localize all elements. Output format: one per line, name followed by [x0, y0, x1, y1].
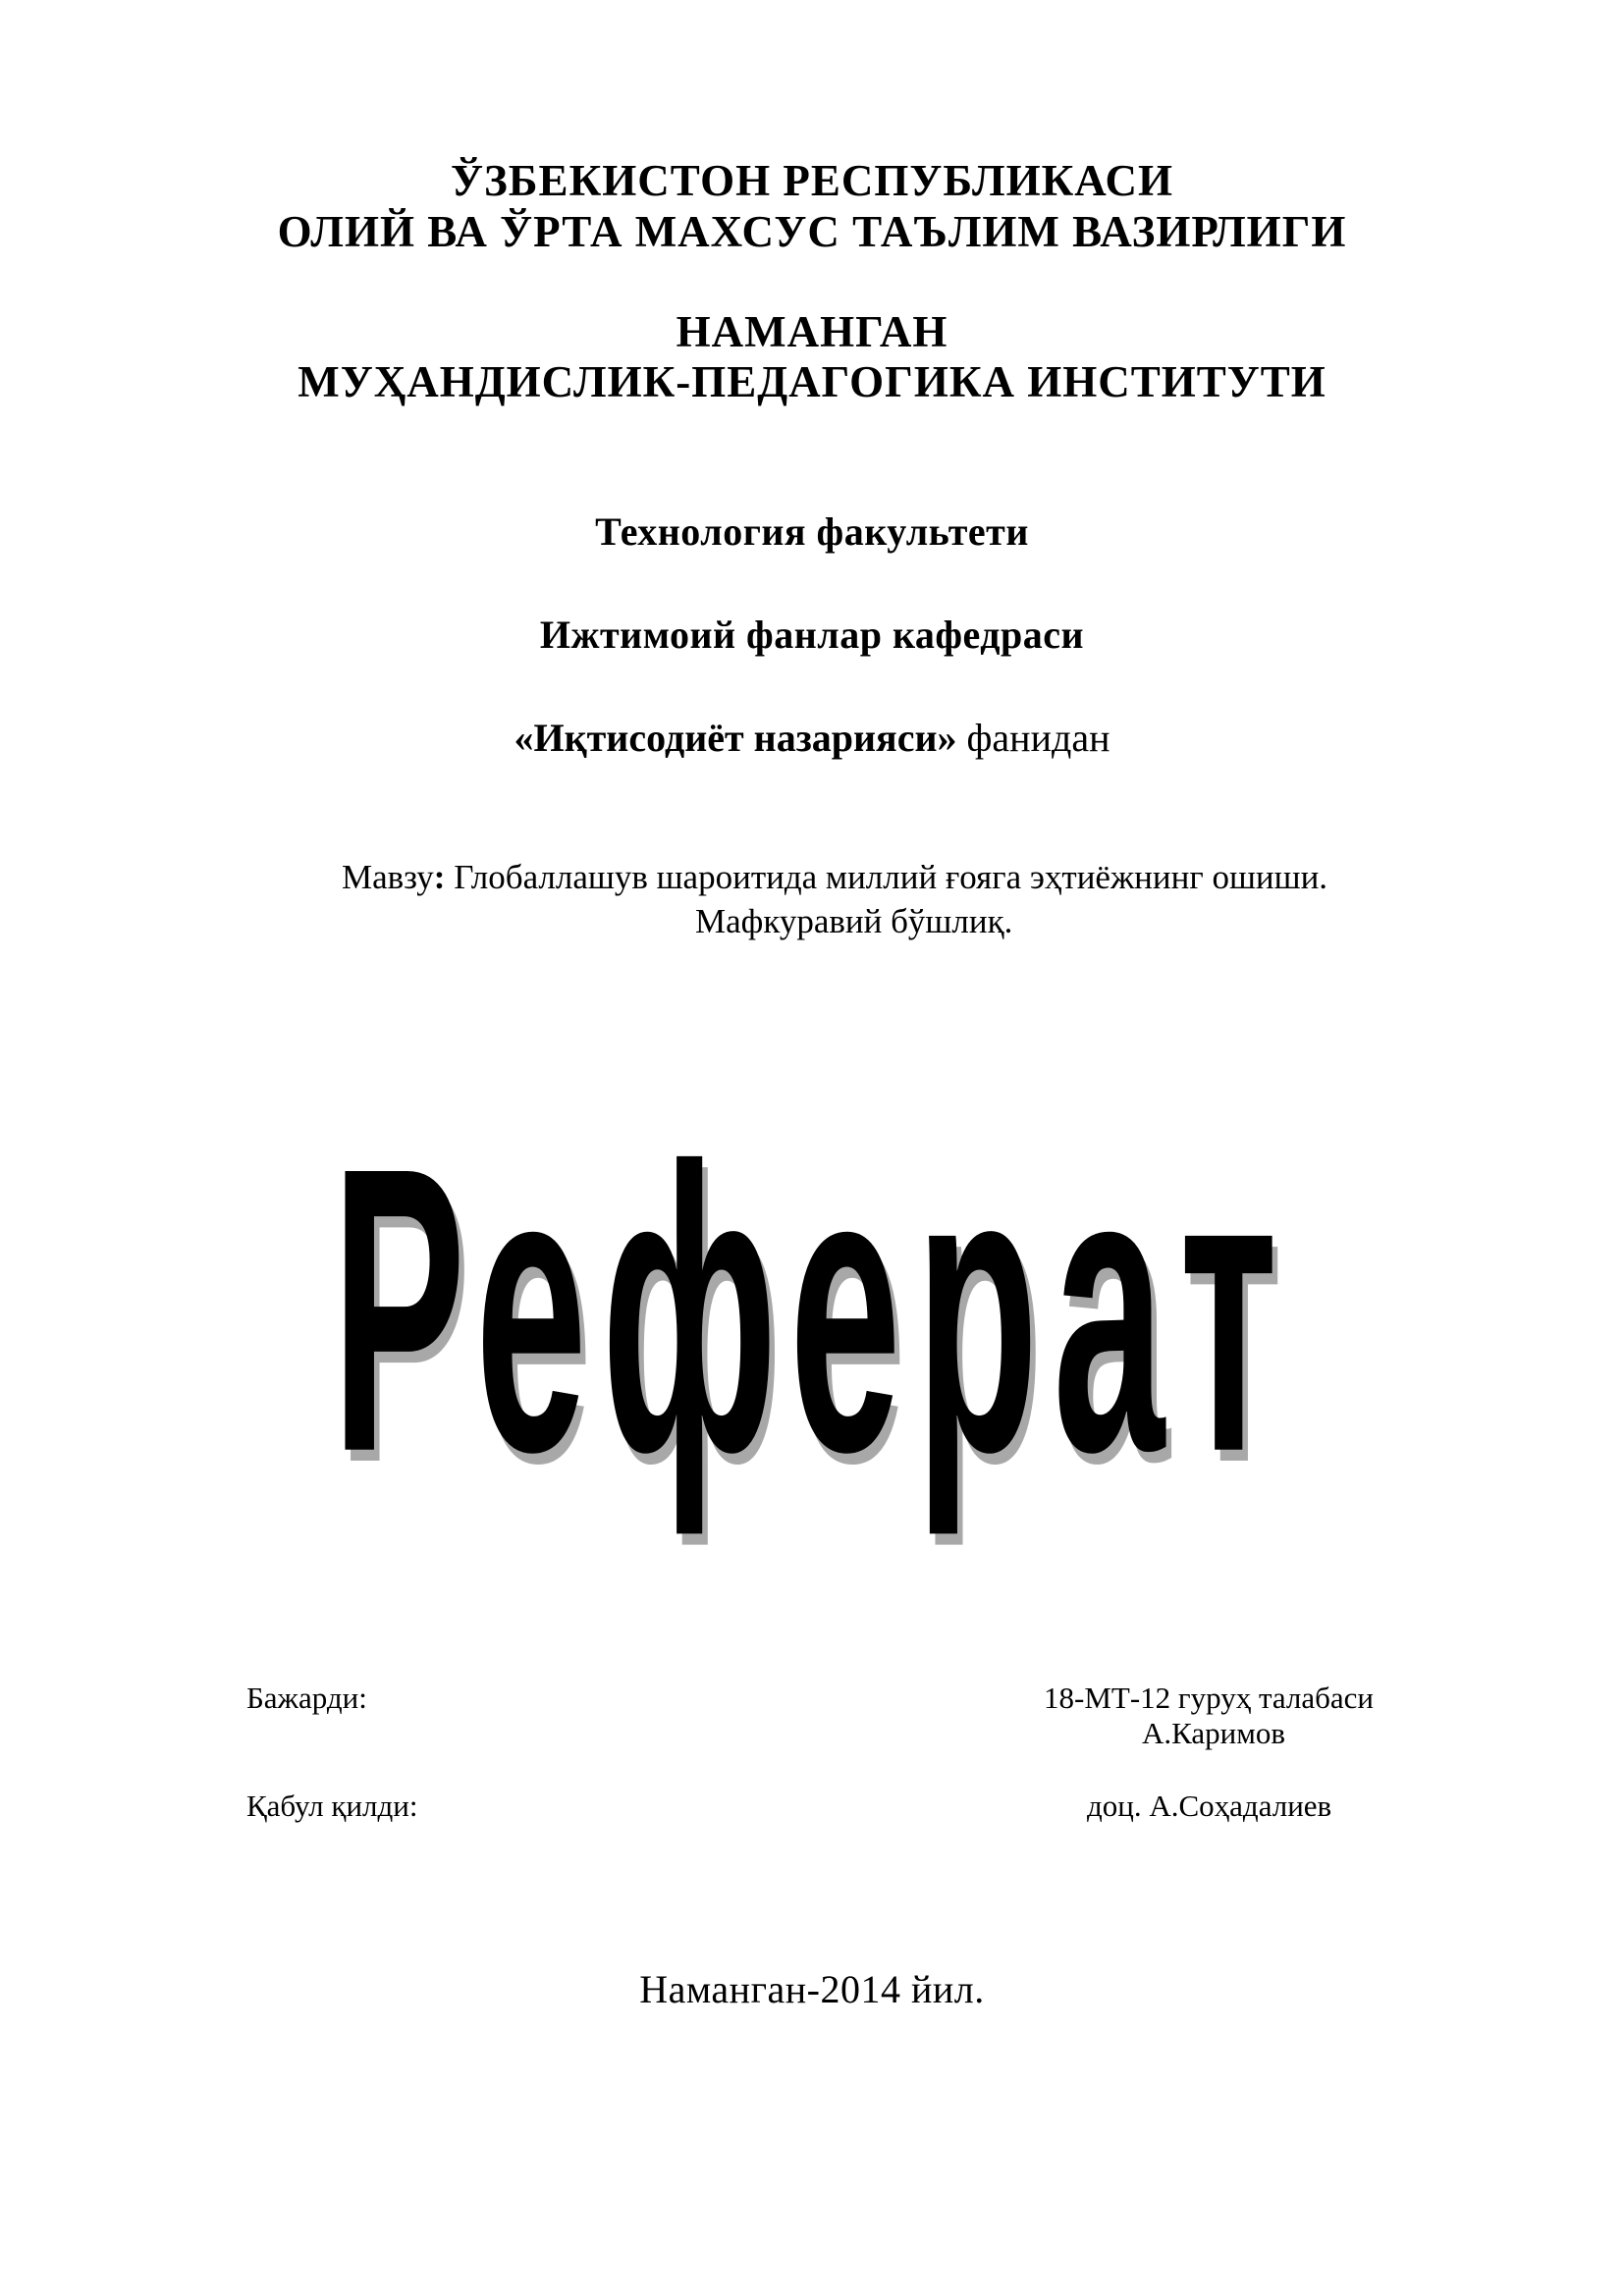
- performer-name: А.Каримов: [1142, 1716, 1286, 1750]
- institute-city: НАМАНГАН: [676, 307, 948, 356]
- topic-label: Мавзу: [342, 858, 434, 896]
- institute-name: МУҲАНДИСЛИК-ПЕДАГОГИКА ИНСТИТУТИ: [298, 357, 1326, 406]
- accepted-label: Қабул қилди:: [246, 1789, 418, 1823]
- ministry-heading: ОЛИЙ ВА ЎРТА МАХСУС ТАЪЛИМ ВАЗИРЛИГИ: [277, 207, 1347, 256]
- city-year-footer: Наманган-2014 йил.: [639, 1967, 985, 2011]
- document-type-title: Реферат: [331, 1083, 1293, 1536]
- topic-line-2: Мафкуравий бўшлиқ.: [695, 902, 1013, 940]
- performed-label: Бажарди:: [246, 1681, 367, 1715]
- performer-group: 18-МТ-12 гуруҳ талабаси: [1044, 1681, 1375, 1715]
- accepter-name: доц. А.Соҳадалиев: [1087, 1789, 1332, 1823]
- republic-heading: ЎЗБЕКИСТОН РЕСПУБЛИКАСИ: [451, 156, 1173, 205]
- topic-line-1: [342, 858, 1327, 897]
- topic-text-1: Глобаллашув шароитида миллий ғояга эҳтиёжнинг ошиши.: [445, 858, 1328, 896]
- subject-suffix: фанидан: [956, 716, 1110, 760]
- subject-name: «Иқтисодиёт назарияси»: [514, 716, 957, 760]
- faculty-name: Технология факультети: [595, 509, 1029, 554]
- department-name: Ижтимоий фанлар кафедраси: [539, 613, 1085, 657]
- subject-line: [0, 715, 1624, 761]
- topic-colon: :: [433, 858, 446, 896]
